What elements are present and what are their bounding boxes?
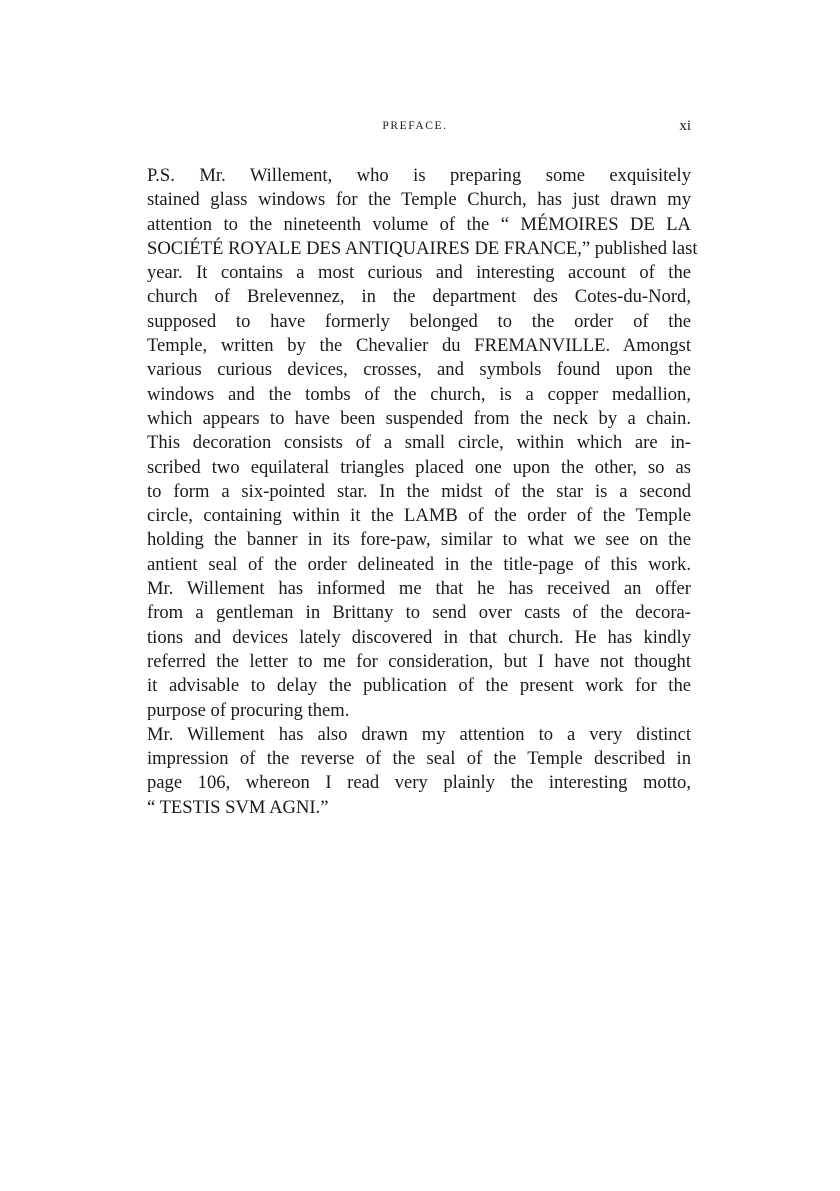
text-line: to form a six-pointed star. In the midst of the star is a second [147, 480, 691, 502]
text-line: it advisable to delay the publication of the present work for the [147, 675, 691, 697]
text-line: holding the banner in its fore-paw, similar to what we see on the [147, 529, 691, 551]
text-line: year. It contains a most curious and interesting account of the [147, 262, 691, 284]
text-line: referred the letter to me for consideration, but I have not thought [147, 650, 691, 672]
text-line: from a gentleman in Brittany to send over casts of the decora- [147, 602, 691, 624]
text-line: stained glass windows for the Temple Church, has just drawn my [147, 189, 691, 211]
text-line: various curious devices, crosses, and symbols found upon the [147, 359, 691, 381]
text-line: tions and devices lately discovered in that church. He has kindly [147, 626, 691, 648]
text-line: Temple, written by the Chevalier du FREMANVILLE. Amongst [147, 335, 691, 357]
text-line: windows and the tombs of the church, is a copper medallion, [147, 383, 691, 405]
text-line: scribed two equilateral triangles placed one upon the other, so as [147, 456, 691, 478]
text-line: church of Brelevennez, in the department des Cotes-du-Nord, [147, 286, 691, 308]
paragraph-motto [139, 723, 691, 820]
text-line: circle, containing within it the LAMB of the order of the Temple [147, 505, 691, 527]
paragraph-postscript [139, 164, 698, 723]
running-title: PREFACE. [382, 120, 448, 132]
text-line: supposed to have formerly belonged to the order of the [147, 310, 691, 332]
text-line: antient seal of the order delineated in the title-page of this work. [147, 553, 691, 575]
text-line: This decoration consists of a small circle, within which are in- [147, 432, 691, 454]
text-line: P.S. Mr. Willement, who is preparing some exquisitely [147, 165, 691, 186]
text-line: Mr. Willement has also drawn my attention to a very distinct [147, 723, 691, 745]
text-line: SOCIÉTÉ ROYALE DES ANTIQUAIRES DE FRANCE,” published last [147, 237, 698, 259]
page-header [139, 120, 691, 144]
text-line: Mr. Willement has informed me that he has received an offer [147, 578, 691, 600]
text-line: “ TESTIS SVM AGNI.” [147, 796, 329, 818]
body-text [139, 164, 698, 820]
text-line: impression of the reverse of the seal of the Temple described in [147, 748, 691, 770]
text-line: which appears to have been suspended from the neck by a chain. [147, 407, 691, 429]
text-line: attention to the nineteenth volume of the “ MÉMOIRES DE LA [147, 213, 691, 235]
page-number: xi [679, 118, 691, 134]
text-line: page 106, whereon I read very plainly the interesting motto, [147, 772, 691, 794]
text-line: purpose of procuring them. [147, 699, 350, 721]
